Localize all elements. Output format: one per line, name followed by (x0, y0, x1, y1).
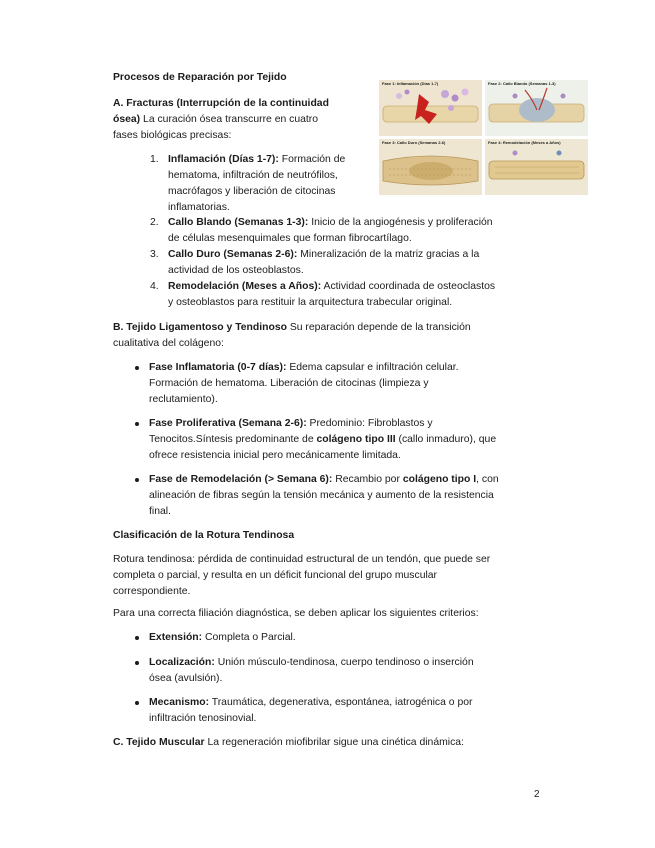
list-item: Fase Proliferativa (Semana 2-6): Predominio: Fibroblastos y (149, 418, 433, 429)
list-item-text: alineación de fibras según la tensión mecánica y aumento de la resistencia (149, 490, 494, 501)
bullet-icon (135, 661, 139, 665)
list-item-text: de células mesenquimales que forman fibrocartílago. (168, 233, 412, 244)
list-number: 1. (150, 154, 159, 165)
muscle-title: C. Tejido Muscular La regeneración miofibrilar sigue una cinética dinámica: (113, 737, 464, 748)
list-number: 3. (150, 249, 159, 260)
list-item-text: reclutamiento). (149, 394, 218, 405)
fractures-intro-cont: fases biológicas precisas: (113, 130, 232, 141)
list-number: 4. (150, 281, 159, 292)
figure-panel-label: Fase 1: Inflamación (Días 1-7) (382, 81, 439, 86)
bullet-icon (135, 422, 139, 426)
page-number: 2 (534, 789, 540, 800)
figure-panel-soft-callus (485, 80, 588, 136)
list-item: Remodelación (Meses a Años): Actividad coordinada de osteoclastos (168, 281, 496, 292)
list-item-text: macrófagos y liberación de citocinas (168, 186, 336, 197)
fractures-title: A. Fracturas (Interrupción de la continuidad (113, 98, 329, 109)
figure-panel-label: Fase 4: Remodelación (Meses a Años) (488, 140, 561, 145)
list-item: Mecanismo: Traumática, degenerativa, espontánea, iatrogénica o por (149, 697, 473, 708)
ligament-title: B. Tejido Ligamentoso y Tendinoso Su reparación depende de la transición (113, 322, 471, 333)
list-item-text: hematoma, infiltración de neutrófilos, (168, 170, 338, 181)
figure-panel-label: Fase 2: Callo Blando (Semanas 1-3) (488, 81, 556, 86)
figure-panel-remodeling (485, 139, 588, 195)
list-item: Fase de Remodelación (> Semana 6): Recambio por colágeno tipo I, con (149, 474, 499, 485)
list-item-text: Formación de hematoma. Liberación de citocinas (limpieza y (149, 378, 429, 389)
rupture-paragraph: completa o parcial, y resulta en un déficit funcional del grupo muscular (113, 570, 438, 581)
bullet-icon (135, 366, 139, 370)
rupture-paragraph: correspondiente. (113, 586, 191, 597)
figure-panel-inflammation (379, 80, 482, 136)
page-heading: Procesos de Reparación por Tejido (113, 72, 287, 83)
list-item: Extensión: Completa o Parcial. (149, 632, 296, 643)
bullet-icon (135, 478, 139, 482)
figure-panel-label: Fase 3: Callo Duro (Semanas 2-6) (382, 140, 446, 145)
rupture-paragraph: Rotura tendinosa: pérdida de continuidad estructural de un tendón, que puede ser (113, 554, 491, 565)
list-item-text: final. (149, 506, 171, 517)
list-item-text: inflamatorias. (168, 202, 230, 213)
bullet-icon (135, 636, 139, 640)
list-item: Fase Inflamatoria (0-7 días): Edema capsular e infiltración celular. (149, 362, 459, 373)
fractures-intro: ósea) La curación ósea transcurre en cuatro (113, 114, 319, 125)
list-item-text: infiltración tenosinovial. (149, 713, 257, 724)
ligament-intro: cualitativa del colágeno: (113, 338, 224, 349)
list-item: Localización: Unión músculo-tendinosa, cuerpo tendinoso o inserción (149, 657, 474, 668)
list-item-text: ofrece resistencia inicial pero mecánicamente limitada. (149, 450, 401, 461)
bullet-icon (135, 701, 139, 705)
criteria-paragraph: Para una correcta filiación diagnóstica, se deben aplicar los siguientes criterios: (113, 608, 479, 619)
list-item-text: ósea (avulsión). (149, 673, 223, 684)
list-item: Callo Duro (Semanas 2-6): Mineralización de la matriz gracias a la (168, 249, 480, 260)
figure-panel-hard-callus (379, 139, 482, 195)
list-item-text: actividad de los osteoblastos. (168, 265, 304, 276)
list-number: 2. (150, 217, 159, 228)
list-item: Inflamación (Días 1-7): Formación de (168, 154, 346, 165)
list-item: Callo Blando (Semanas 1-3): Inicio de la angiogénesis y proliferación (168, 217, 493, 228)
bone-healing-figure (379, 80, 589, 195)
list-item-text: y osteoblastos para restituir la arquitectura trabecular original. (168, 297, 453, 308)
list-item-text: Tenocitos.Síntesis predominante de colágeno tipo III (callo inmaduro), que (149, 434, 497, 445)
rupture-title: Clasificación de la Rotura Tendinosa (113, 530, 295, 541)
